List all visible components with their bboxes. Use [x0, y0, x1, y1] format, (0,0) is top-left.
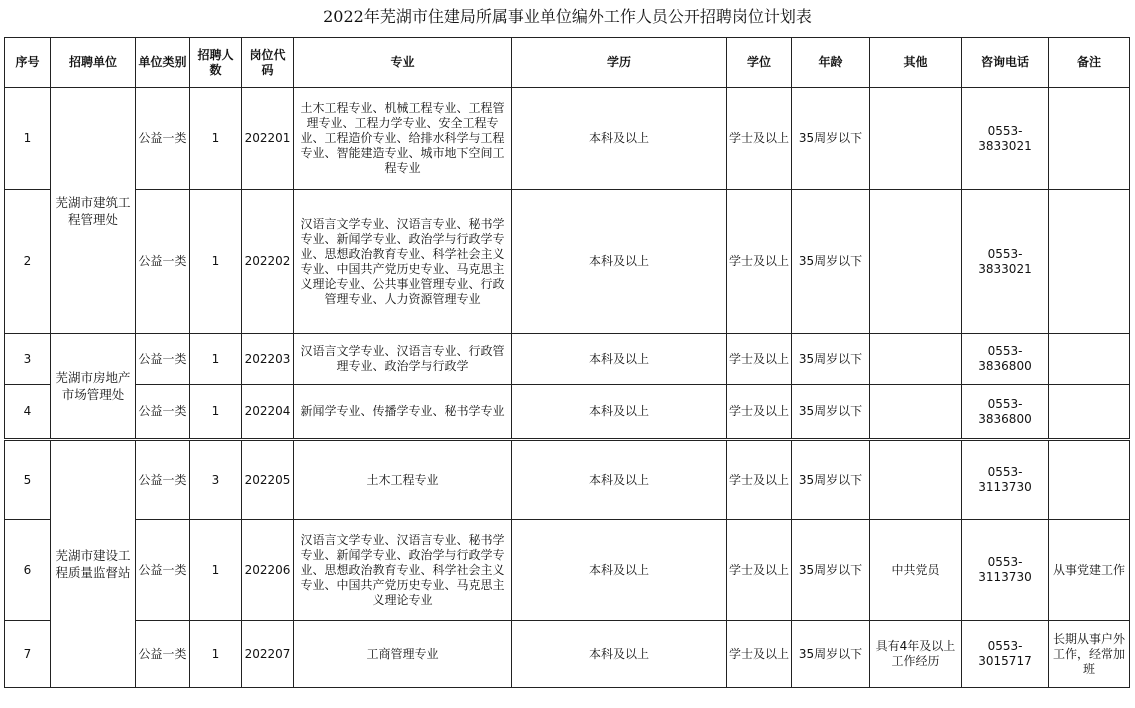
table-row: [5, 385, 1130, 440]
position-code: 202205: [242, 440, 294, 520]
age: 35周岁以下: [792, 621, 870, 688]
position-code: 202207: [242, 621, 294, 688]
other: 中共党员: [870, 520, 962, 621]
table-row: [5, 190, 1130, 334]
row-number: 5: [5, 440, 51, 520]
major: 汉语言文学专业、汉语言专业、行政管理专业、政治学与行政学: [294, 334, 512, 385]
header-cell: 招聘单位: [51, 38, 136, 88]
recruiting-unit: 芜湖市房地产市场管理处: [51, 334, 136, 440]
position-code: 202202: [242, 190, 294, 334]
header-cell: 备注: [1049, 38, 1130, 88]
note: 长期从事户外工作，经常加班: [1049, 621, 1130, 688]
position-code: 202203: [242, 334, 294, 385]
unit-category: 公益一类: [136, 385, 190, 440]
header-cell: 招聘人数: [190, 38, 242, 88]
major: 工商管理专业: [294, 621, 512, 688]
degree: 学士及以上: [727, 334, 792, 385]
hire-count: 1: [190, 88, 242, 190]
major: 土木工程专业: [294, 440, 512, 520]
hire-count: 1: [190, 520, 242, 621]
unit-category: 公益一类: [136, 440, 190, 520]
position-code: 202201: [242, 88, 294, 190]
header-cell: 序号: [5, 38, 51, 88]
row-number: 4: [5, 385, 51, 440]
row-number: 6: [5, 520, 51, 621]
other: [870, 88, 962, 190]
other: [870, 385, 962, 440]
recruiting-unit: 芜湖市建筑工程管理处: [51, 88, 136, 334]
table-row: [5, 440, 1130, 520]
table-row: [5, 88, 1130, 190]
hire-count: 1: [190, 334, 242, 385]
row-number: 2: [5, 190, 51, 334]
age: 35周岁以下: [792, 334, 870, 385]
other: 具有4年及以上工作经历: [870, 621, 962, 688]
header-cell: 学历: [512, 38, 727, 88]
note: [1049, 190, 1130, 334]
age: 35周岁以下: [792, 440, 870, 520]
education: 本科及以上: [512, 440, 727, 520]
major: 土木工程专业、机械工程专业、工程管理专业、工程力学专业、安全工程专业、工程造价专业、给排水科学与工程专业、智能建造专业、城市地下空间工程专业: [294, 88, 512, 190]
degree: 学士及以上: [727, 190, 792, 334]
other: [870, 440, 962, 520]
education: 本科及以上: [512, 385, 727, 440]
header-cell: 年龄: [792, 38, 870, 88]
unit-category: 公益一类: [136, 334, 190, 385]
note: [1049, 334, 1130, 385]
phone: 0553-3833021: [962, 88, 1049, 190]
education: 本科及以上: [512, 190, 727, 334]
unit-category: 公益一类: [136, 88, 190, 190]
degree: 学士及以上: [727, 520, 792, 621]
note: [1049, 440, 1130, 520]
table-row: [5, 334, 1130, 385]
hire-count: 1: [190, 385, 242, 440]
header-cell: 学位: [727, 38, 792, 88]
unit-category: 公益一类: [136, 190, 190, 334]
major: 汉语言文学专业、汉语言专业、秘书学专业、新闻学专业、政治学与行政学专业、思想政治教育专业、科学社会主义专业、中国共产党历史专业、马克思主义理论专业、公共事业管理专业、行政管理专业、人力资源管理专业: [294, 190, 512, 334]
unit-category: 公益一类: [136, 520, 190, 621]
age: 35周岁以下: [792, 385, 870, 440]
degree: 学士及以上: [727, 88, 792, 190]
note: [1049, 88, 1130, 190]
phone: 0553-3015717: [962, 621, 1049, 688]
age: 35周岁以下: [792, 520, 870, 621]
age: 35周岁以下: [792, 190, 870, 334]
header-cell: 其他: [870, 38, 962, 88]
major: 新闻学专业、传播学专业、秘书学专业: [294, 385, 512, 440]
row-number: 3: [5, 334, 51, 385]
page-title: 2022年芜湖市住建局所属事业单位编外工作人员公开招聘岗位计划表: [323, 7, 812, 26]
position-code: 202206: [242, 520, 294, 621]
unit-category: 公益一类: [136, 621, 190, 688]
other: [870, 334, 962, 385]
note: [1049, 385, 1130, 440]
degree: 学士及以上: [727, 440, 792, 520]
phone: 0553-3836800: [962, 334, 1049, 385]
row-number: 7: [5, 621, 51, 688]
degree: 学士及以上: [727, 385, 792, 440]
education: 本科及以上: [512, 621, 727, 688]
major: 汉语言文学专业、汉语言专业、秘书学专业、新闻学专业、政治学与行政学专业、思想政治教育专业、科学社会主义专业、中国共产党历史专业、马克思主义理论专业: [294, 520, 512, 621]
row-number: 1: [5, 88, 51, 190]
age: 35周岁以下: [792, 88, 870, 190]
table-row: [5, 621, 1130, 688]
phone: 0553-3833021: [962, 190, 1049, 334]
phone: 0553-3113730: [962, 520, 1049, 621]
education: 本科及以上: [512, 334, 727, 385]
header-cell: 专业: [294, 38, 512, 88]
header-cell: 岗位代码: [242, 38, 294, 88]
hire-count: 3: [190, 440, 242, 520]
phone: 0553-3113730: [962, 440, 1049, 520]
phone: 0553-3836800: [962, 385, 1049, 440]
header-row: [5, 38, 1130, 88]
recruiting-unit: 芜湖市建设工程质量监督站: [51, 440, 136, 688]
recruitment-table: [4, 37, 1130, 688]
header-cell: 单位类别: [136, 38, 190, 88]
table-row: [5, 520, 1130, 621]
header-cell: 咨询电话: [962, 38, 1049, 88]
position-code: 202204: [242, 385, 294, 440]
hire-count: 1: [190, 190, 242, 334]
education: 本科及以上: [512, 88, 727, 190]
hire-count: 1: [190, 621, 242, 688]
note: 从事党建工作: [1049, 520, 1130, 621]
degree: 学士及以上: [727, 621, 792, 688]
other: [870, 190, 962, 334]
education: 本科及以上: [512, 520, 727, 621]
